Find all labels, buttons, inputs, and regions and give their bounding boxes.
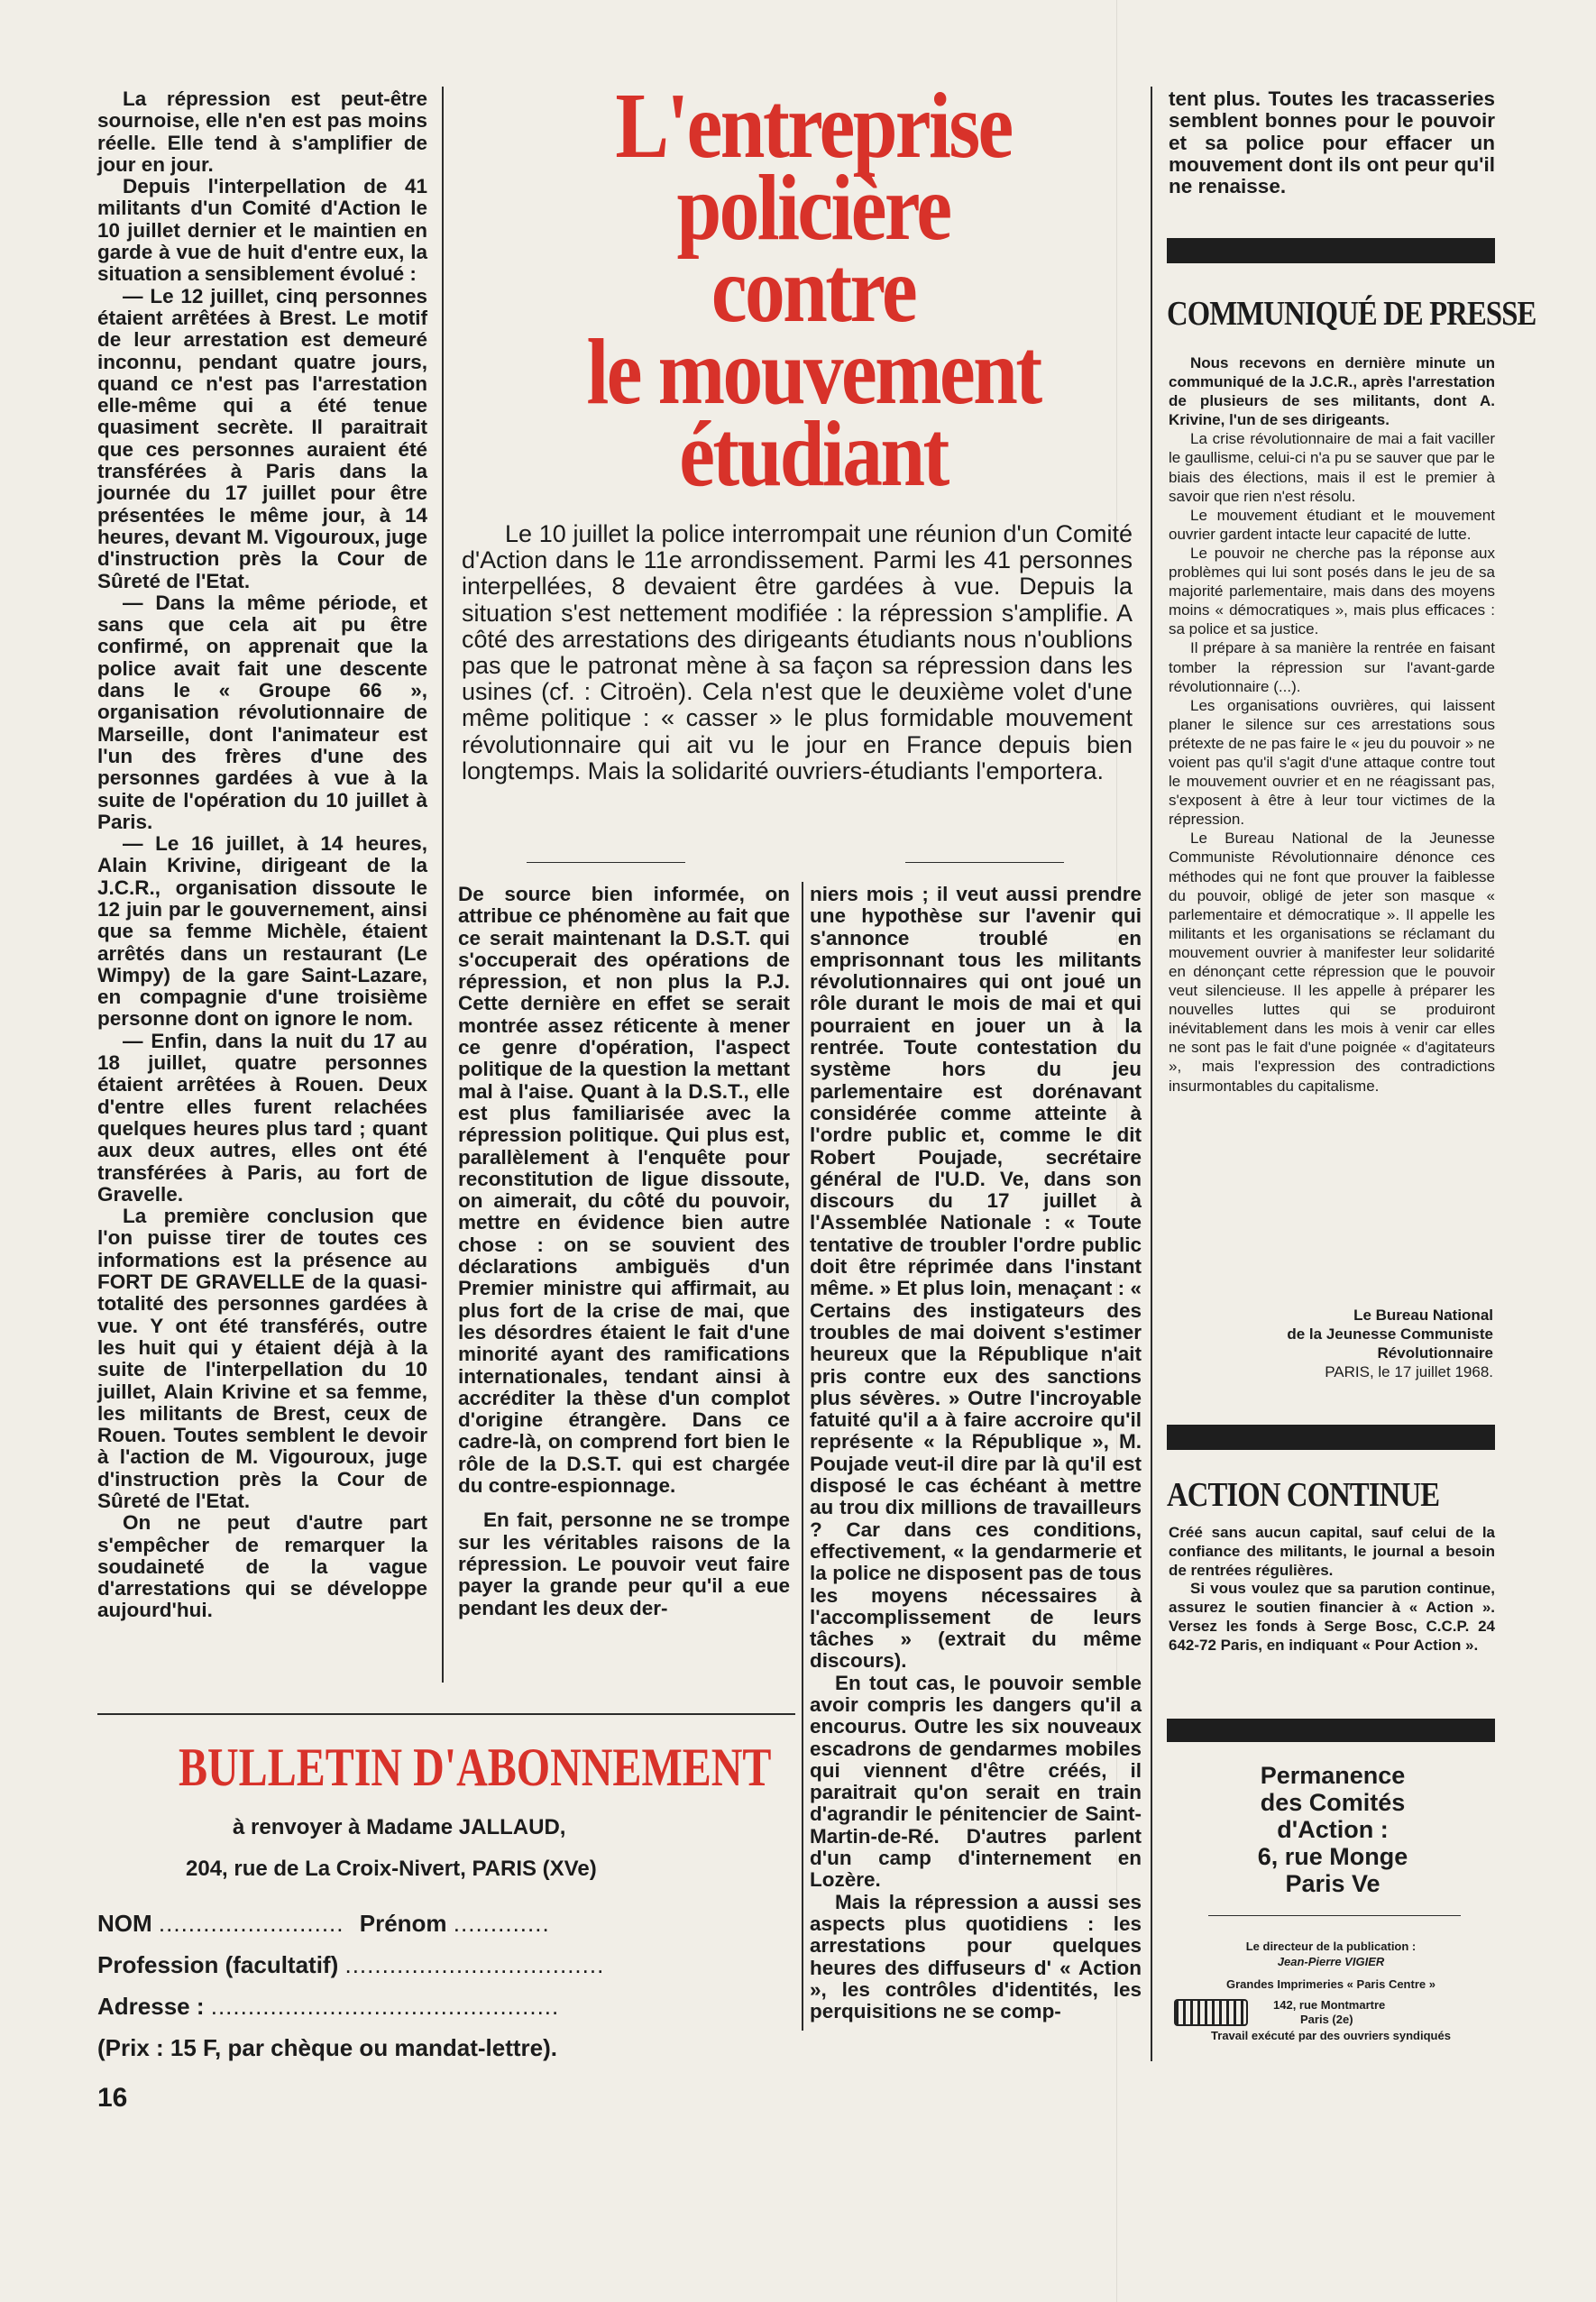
third-column bbox=[810, 884, 1142, 2022]
section-bar bbox=[1167, 1425, 1495, 1450]
action-title: ACTION CONTINUE bbox=[1167, 1476, 1440, 1514]
printer-name: Grandes Imprimeries « Paris Centre » bbox=[1226, 1977, 1435, 1991]
bulletin-rule bbox=[97, 1713, 795, 1715]
signature-line: PARIS, le 17 juillet 1968. bbox=[1325, 1363, 1493, 1380]
communique-paragraph: La crise révolutionnaire de mai a fait vaciller le gaullisme, celui-ci n'a pu se sauver que par le biais des élections, mais il est le premier à savoir que rien n'est résolu. bbox=[1169, 430, 1495, 505]
communique-paragraph: Les organisations ouvrières, qui laissent planer le silence sur ces arrestations sous prétexte de ne pas faire le « jeu du pouvoir » ne voient pas qu'il s'agit d'une attaque contre tout le mouvement ouvrier et en ne réagissant pas, s'exposent à être à leur tour victimes de la répression. bbox=[1169, 696, 1495, 829]
left-paragraph: Depuis l'interpellation de 41 militants d'un Comité d'Action le 10 juillet dernier et le maintien en garde à vue de huit d'entre eux, la situation a sensiblement évolué : bbox=[97, 175, 427, 286]
left-paragraph: — Le 12 juillet, cinq personnes étaient arrêtées à Brest. Le motif de leur arrestation est demeuré inconnu, pendant quatre jours, quand ce n'est pas l'arrestation elle-même qui a été tenue quasiment secrète. Il paraitrait que ces personnes auraient été transférées à Paris dans la journée du 17 juillet pour être présentées le même jour, à 14 heures, devant M. Vigouroux, juge d'instruction près la Cour de Sûreté de l'Etat. bbox=[97, 284, 427, 592]
third-paragraph: En tout cas, le pouvoir semble avoir compris les dangers qu'il a encourus. Outre les six nouveaux escadrons de gendarmes mobiles qui viennent d'être créés, il paraitrait qu'on serait en train d'agrandir le pénitencier de Saint-Martin-de-Ré. D'autres parlent d'un camp d'internement en Lozère. bbox=[810, 1671, 1142, 1892]
permanence-line: Paris Ve bbox=[1285, 1870, 1380, 1897]
left-paragraph: — Dans la même période, et sans que cela ait pu être confirmé, on apprenait que la police avait fait une descente dans le « Groupe 66 », organisation révolutionnaire de Marseille, dont l'animateur est l'un des frères d'une des personnes gardées à vue à la suite de l'opération du 10 juillet à Paris. bbox=[97, 591, 427, 833]
permanence-box bbox=[1190, 1762, 1475, 1897]
action-paragraph: Si vous voulez que sa parution continue, assurez le soutien financier à « Action ». Versez les fonds à Serge Bosc, C.C.P. 24 642-72 Paris, en indiquant « Pour Action ». bbox=[1169, 1580, 1495, 1654]
middle-paragraph: En fait, personne ne se trompe sur les véritables raisons de la répression. Le pouvoir veut faire payer la grande peur qu'il a eue pendant les deux der- bbox=[458, 1509, 790, 1619]
permanence-line: 6, rue Monge bbox=[1257, 1843, 1408, 1870]
imprint-rule bbox=[1208, 1915, 1461, 1916]
middle-column bbox=[458, 884, 790, 1619]
section-bar bbox=[1167, 238, 1495, 263]
left-column bbox=[97, 88, 427, 1622]
communique-paragraph: Le Bureau National de la Jeunesse Communiste Révolutionnaire dénonce ces méthodes qui ne font que prouver la faiblesse du pouvoir, obligé de jeter son masque « parlementaire et démocratique ». Il appelle les militants et les organisations se réclamant du mouvement ouvrier à manifester leur solidarité en dénonçant cette répression que le pouvoir veut silencieuse. Il les appelle à préparer les nouvelles luttes qui se produiront inévitablement dans les mois à venir car elles ne sont pas le fait d'une poignée « d'agitateurs », mais l'expression des contradictions insurmontables du capitalisme. bbox=[1169, 830, 1495, 1095]
permanence-line: Permanence bbox=[1260, 1762, 1406, 1789]
continuation-text: tent plus. Toutes les tracasseries semblent bonnes pour le pouvoir et sa police pour effacer un mouvement dont ils ont peur qu'il ne renaisse. bbox=[1169, 87, 1495, 198]
lead-underline-left bbox=[527, 862, 685, 863]
headline bbox=[511, 74, 1116, 506]
communique-paragraph: Le mouvement étudiant et le mouvement ouvrier gardent intacte leur capacité de lutte. bbox=[1169, 506, 1495, 543]
adresse-label: Adresse : bbox=[97, 1993, 205, 2020]
third-paragraph: Mais la répression a aussi ses aspects plus quotidiens : les arrestations pour quelques heures des diffuseurs d' « Action », les contrôles d'identités, les perquisitions ne se comp- bbox=[810, 1890, 1142, 2023]
headline-line: étudiant bbox=[679, 402, 948, 506]
form-row-adresse bbox=[97, 1993, 559, 2021]
left-paragraph: — Enfin, dans la nuit du 17 au 18 juillet, quatre personnes étaient arrêtées à Rouen. Deux d'entre elles furent relachées quelques heures plus tard ; quant aux deux autres, elles ont été transférées à Paris, au fort de Gravelle. bbox=[97, 1029, 427, 1206]
printer-address: 142, rue Montmartre bbox=[1273, 1998, 1386, 2012]
union-note: Travail exécuté par des ouvriers syndiqués bbox=[1211, 2029, 1451, 2042]
right-continuation bbox=[1169, 88, 1495, 197]
permanence-line: d'Action : bbox=[1277, 1816, 1389, 1843]
left-paragraph: — Le 16 juillet, à 14 heures, Alain Krivine, dirigeant de la J.C.R., organisation dissoute le 12 juin par le gouvernement, ainsi que sa femme Michèle, étaient arrêtés dans un restaurant (Le Wimpy) de la gare Saint-Lazare, en compagnie d'une troisième personne dont on ignore le nom. bbox=[97, 832, 427, 1031]
action-paragraph: Créé sans aucun capital, sauf celui de la confiance des militants, le journal a besoin de rentrées régulières. bbox=[1169, 1524, 1495, 1579]
profession-field[interactable]: ................................... bbox=[344, 1951, 605, 1978]
printer-city: Paris (2e) bbox=[1300, 2013, 1353, 2026]
director-name: Jean-Pierre VIGIER bbox=[1277, 1955, 1385, 1968]
bulletin-price: (Prix : 15 F, par chèque ou mandat-lettre). bbox=[97, 2034, 557, 2061]
signature-line: Révolutionnaire bbox=[1377, 1344, 1493, 1362]
lead-text: Le 10 juillet la police interrompait une réunion d'un Comité d'Action dans le 11e arrondissement. Parmi les 41 personnes interpellées, 8 devaient être gardées à vue. Depuis la situation s'est nettement modifiée : la répression s'amplifie. A côté des arrestations des dirigeants étudiants nous n'oublions pas que le patronat mène à sa façon sa répression dans les usines (cf. : Citroën). Cela n'est que le deuxième volet d'une même politique : « casser » le plus formidable mouvement révolutionnaire qui ait vu le jour en France depuis bien longtemps. Mais la solidarité ouvriers-étudiants l'emportera. bbox=[462, 520, 1133, 784]
lead-underline-right bbox=[905, 862, 1064, 863]
prenom-label: Prénom bbox=[359, 1910, 447, 1937]
bulletin-address: 204, rue de La Croix-Nivert, PARIS (XVe) bbox=[186, 1857, 597, 1881]
left-paragraph: La première conclusion que l'on puisse tirer de toutes ces informations est la présence au FORT DE GRAVELLE de la quasi-totalité des personnes gardées à vue. Y ont été transférés, outre les huit qui y étaient déjà à la suite de l'interpellation du 10 juillet, Alain Krivine et sa femme, les militants de Brest, ceux de Rouen. Toutes semblent le devoir à l'action de M. Vigouroux, juge d'instruction près la Cour de Sûreté de l'Etat. bbox=[97, 1205, 427, 1512]
headline-line: L'entreprise bbox=[615, 74, 1012, 178]
headline-line: policière bbox=[676, 156, 950, 260]
director-label: Le directeur de la publication : bbox=[1245, 1940, 1417, 1953]
adresse-field[interactable]: ............................................... bbox=[210, 1993, 560, 2020]
headline-line: le mouvement bbox=[586, 320, 1041, 424]
prenom-field[interactable]: ............. bbox=[453, 1910, 550, 1937]
signature-line: Le Bureau National bbox=[1353, 1307, 1493, 1324]
printing-press-icon bbox=[1174, 1999, 1248, 2026]
signature-line: de la Jeunesse Communiste bbox=[1287, 1325, 1493, 1343]
action-body bbox=[1169, 1524, 1495, 1655]
left-paragraph: On ne peut d'autre part s'empêcher de remarquer la soudaineté de la vague d'arrestations qui se développe aujourd'hui. bbox=[97, 1511, 427, 1622]
nom-field[interactable]: ......................... bbox=[158, 1910, 344, 1937]
form-row-profession bbox=[97, 1951, 604, 1979]
column-rule bbox=[442, 87, 444, 1683]
communique-intro: Nous recevons en dernière minute un communiqué de la J.C.R., après l'arrestation de plusieurs de ses militants, dont A. Krivine, l'un de ses dirigeants. bbox=[1169, 354, 1495, 429]
permanence-line: des Comités bbox=[1260, 1789, 1406, 1816]
middle-paragraph: De source bien informée, on attribue ce phénomène au fait que ce serait maintenant la D.S.T. qui s'occuperait des opérations de répression, et non plus la P.J. Cette dernière en effet se serait montrée assez réticente à mener ce genre d'opération, l'aspect politique de la question la mettant mal à l'aise. Quant à la D.S.T., elle est plus familiarisée avec la répression politique. Qui plus est, parallèlement à l'enquête pour reconstitution de ligue dissoute, on aimerait, du côté du pouvoir, mettre en évidence bien autre chose : on se souvient des déclarations ambiguës d'un Premier ministre qui affirmait, au plus fort de la crise de mai, que les désordres étaient le fait d'une minorité ayant des ramifications internationales, tendant ainsi à accréditer la thèse d'un complot d'origine étrangère. Dans ce cadre-là, on comprend fort bien le rôle de la D.S.T. qui est chargée du contre-espionnage. bbox=[458, 883, 790, 1498]
communique-paragraph: Il prépare à sa manière la rentrée en faisant tomber la répression sur l'avant-garde révolutionnaire (...). bbox=[1169, 639, 1495, 695]
communique-paragraph: Le pouvoir ne cherche pas la réponse aux problèmes qui lui sont posés dans le jeu de sa majorité parlementaire, mais dans des moyens moins « démocratiques », mais plus efficaces : sa police et sa justice. bbox=[1169, 544, 1495, 638]
third-paragraph: niers mois ; il veut aussi prendre une hypothèse sur l'avenir qui s'annonce troublé en emprisonnant tous les militants révolutionnaires qui ont joué un rôle durant le mois de mai et qui pourraient en jouer un à la rentrée. Toute contestation du système hors du jeu parlementaire est dorénavant considérée comme atteinte à l'ordre public et, comme le dit Robert Poujade, secrétaire général de l'U.D. Ve, dans son discours du 17 juillet à l'Assemblée Nationale : « Toute tentative de troubler l'ordre public doit être réprimée dans l'instant même. » Et plus loin, menaçant : « Certains des instigateurs des troubles de mai doivent s'estimer heureux que la République n'ait pris contre eux des sanctions plus sévères. » Outre l'incroyable fatuité qu'il a à faire accroire qu'il représente « la République », M. Poujade veut-il dire par là qu'il est disposé le cas échéant à mettre au trou dix millions de travailleurs ? Car dans ces conditions, effectivement, « la gendarmerie et la police ne disposent pas de tous les moyens nécessaires à l'accomplissement de leurs tâches » (extrait du même discours). bbox=[810, 883, 1142, 1673]
communique-signature bbox=[1169, 1306, 1493, 1381]
communique-body bbox=[1169, 353, 1495, 1096]
page-number: 16 bbox=[97, 2083, 128, 2113]
communique-title: COMMUNIQUÉ DE PRESSE bbox=[1167, 295, 1536, 333]
column-rule bbox=[802, 882, 803, 2031]
headline-line: contre bbox=[711, 238, 916, 342]
bulletin-recipient: à renvoyer à Madame JALLAUD, bbox=[233, 1815, 566, 1839]
lead-paragraph bbox=[462, 521, 1133, 784]
bulletin-title: BULLETIN D'ABONNEMENT bbox=[179, 1738, 772, 1797]
imprint-block bbox=[1167, 1939, 1495, 2043]
section-bar bbox=[1167, 1719, 1495, 1742]
profession-label: Profession (facultatif) bbox=[97, 1951, 339, 1978]
column-rule bbox=[1151, 87, 1152, 2061]
nom-label: NOM bbox=[97, 1910, 152, 1937]
form-row-nom bbox=[97, 1910, 550, 1938]
left-paragraph: La répression est peut-être sournoise, elle n'en est pas moins réelle. Elle tend à s'amplifier de jour en jour. bbox=[97, 87, 427, 176]
